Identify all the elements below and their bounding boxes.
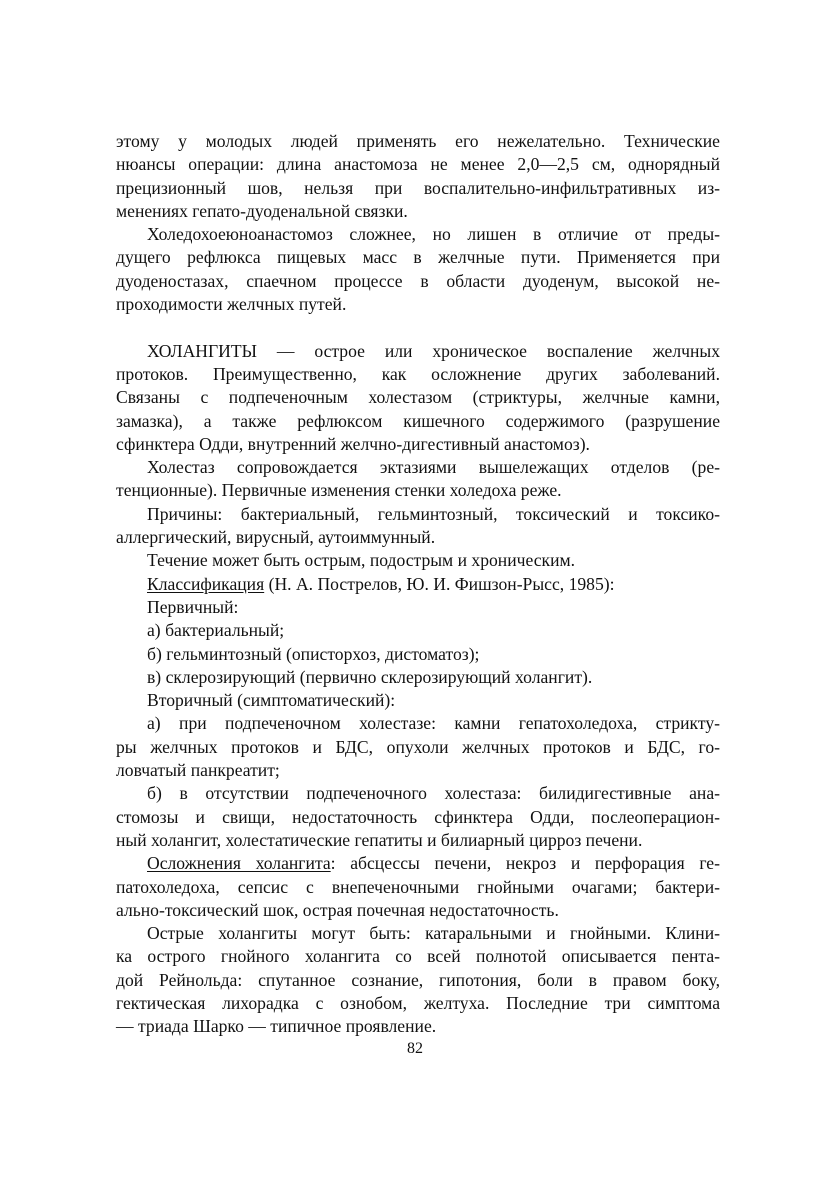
text-line: менениях гепато-дуоденальной связки. [116,200,408,221]
complications-heading: Осложнения холангита [147,853,331,874]
list-item: б) гельминтозный (описторхоз, дистоматоз); [147,643,480,664]
text-line: дущего рефлюкса пищевых масс в желчные пути. Применяется при [116,247,720,268]
text-line: сфинктера Одди, внутренний желчно-дигестивный анастомоз). [116,433,590,454]
text-line: — триада Шарко — типичное проявление. [116,1016,437,1037]
text-line: Острые холангиты могут быть: катаральными и гнойными. Клини- [147,923,720,944]
list-item: а) бактериальный; [147,620,285,641]
classification-line [116,573,720,596]
text-line: этому у молодых людей применять его нежелательно. Технические [116,131,720,151]
text-line: Течение может быть острым, подострым и хроническим. [147,550,576,571]
complications-line [116,852,720,875]
text-line: Холедохоеюноанастомоз сложнее, но лишен в отличие от преды- [147,224,720,245]
text-line: ХОЛАНГИТЫ — острое или хроническое воспаление желчных [147,340,720,361]
text-line: гектическая лихорадка с ознобом, желтуха. Последние три симптома [116,992,720,1013]
text-line: тенционные). Первичные изменения стенки холедоха реже. [116,480,562,501]
page-body-text [116,130,720,1039]
complications-text: : абсцессы печени, некроз и перфорация ге- [330,853,720,874]
text-line: ально-токсический шок, острая почечная недостаточность. [116,899,559,920]
classification-source: (Н. А. Пострелов, Ю. И. Фишзон-Рысс, 1985): [264,573,615,594]
text-line: прецизионный шов, нельзя при воспалительно-инфильтративных из- [116,177,720,198]
list-heading: Вторичный (симптоматический): [147,690,396,711]
page-number: 82 [407,1040,423,1057]
text-line: ка острого гнойного холангита со всей полнотой описывается пента- [116,946,720,967]
classification-heading: Классификация [147,573,265,594]
list-heading: Первичный: [147,596,239,617]
text-line: Связаны с подпеченочным холестазом (стриктуры, желчные камни, [116,387,720,408]
text-line: патохоледоха, сепсис с внепеченочными гнойными очагами; бактери- [116,876,720,897]
text-line: нюансы операции: длина анастомоза не менее 2,0—2,5 см, однорядный [116,154,720,175]
text-line: стомозы и свищи, недостаточность сфинктера Одди, послеоперацион- [116,806,720,827]
text-line: Холестаз сопровождается эктазиями вышележащих отделов (ре- [147,457,720,478]
text-line: ры желчных протоков и БДС, опухоли желчных протоков и БДС, го- [116,736,720,757]
list-item: а) при подпеченочном холестазе: камни гепатохоледоха, стрикту- [147,713,720,734]
text-line: дой Рейнольда: спутанное сознание, гипотония, боли в правом боку, [116,969,720,990]
text-line: дуоденостазах, спаечном процессе в области дуоденум, высокой не- [116,270,720,291]
text-line: Причины: бактериальный, гельминтозный, токсический и токсико- [147,503,720,524]
text-line: аллергический, вирусный, аутоиммунный. [116,527,436,548]
text-line: ный холангит, холестатические гепатиты и билиарный цирроз печени. [116,829,643,850]
text-line: замазка), а также рефлюксом кишечного содержимого (разрушение [116,410,720,431]
text-line: ловчатый панкреатит; [116,760,280,781]
list-item: в) склерозирующий (первично склерозирующий холангит). [147,666,593,687]
list-item: б) в отсутствии подпеченочного холестаза: билидигестивные ана- [147,783,720,804]
paragraph-gap [116,316,720,339]
text-line: проходимости желчных путей. [116,294,347,315]
text-line: протоков. Преимущественно, как осложнение других заболеваний. [116,363,720,384]
